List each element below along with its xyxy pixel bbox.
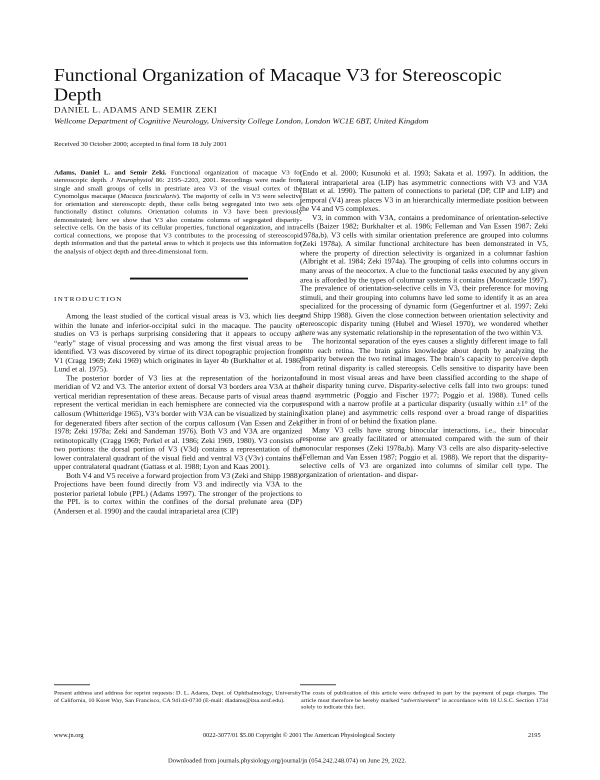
- footnote-rule-right: [300, 684, 336, 685]
- body-paragraph: Many V3 cells have strong binocular interactions, i.e., their binocular response are greatly facilitated or attenuated compared with the sum of their monocular responses (Zeki 1978a,b). Many V3 cells are also disparity-selective (Felleman and Van Essen 1987; Poggio et al. 1988). We report that the disparity-selective cells of V3 are organized into columns of similar cell type. The organization of orientation- and dispar-: [300, 426, 548, 479]
- body-paragraph: (Endo et al. 2000; Kusunoki et al. 1993; Sakata et al. 1997). In addition, the lateral intraparietal area (LIP) has asymmetric connections with V3 and V3A (Blatt et al. 1990). The pattern of connections to parietal (DP, CIP and LIP) and temporal (V4) areas places V3 in an hierarchically intermediate position between the V4 and V5 complexes.: [300, 168, 548, 213]
- footnote-address: Present address and address for reprint requests: D. L. Adams, Dept. of Ophthalmology, University of California, 10 Koret Way, San Francisco, CA 94143-0730 (E-mail: dladams@itsa.ucsf.edu).: [54, 690, 301, 704]
- abstract-text-2: 86: 2195–2203, 2001. Recordings were made from single and small groups of cells in prestriate area V3 of the visual cortex of the Cynomolgus macaque (: [54, 177, 302, 200]
- footnote-publication-costs: [301, 691, 548, 712]
- abstract: [54, 170, 302, 256]
- abstract-divider: [130, 278, 248, 280]
- left-column-body: [54, 312, 302, 516]
- page-number: 2195: [528, 732, 541, 740]
- abstract-text-3: ). The majority of cells in V3 were selective for orientation and stereoscopic depth, these cells being segregated into two sets of functionally distinct columns. Orientation columns in V3 have been previously demonstrated; here we show that V3 also contains columns of segregated disparity-selective cells. On the basis of its cellular properties, functional organization, and intra-cortical connections, we propose that V3 contributes to the processing of stereoscopic depth information and that the parietal areas to which it projects use this information for the analysis of object depth and three-dimensional form.: [54, 193, 302, 255]
- body-paragraph: The horizontal separation of the eyes causes a slightly different image to fall onto each retina. The brain gains knowledge about depth by analyzing the disparity between the two retinal images. The brain’s capacity to perceive depth from retinal disparity is called stereopsis. Cells sensitive to disparity have been found in most visual areas and have been classified according to the shape of their disparity tuning curve. Disparity-selective cells fall into two groups: tuned and asymmetric (Poggio and Fischer 1977; Poggio et al. 1988). Tuned cells respond with a narrow profile at a particular disparity (usually within ±1° of the fixation plane) and asymmetric cells respond over a broad range of disparities either in front of or behind the fixation plane.: [300, 337, 548, 426]
- author-list: DANIEL L. ADAMS AND SEMIR ZEKI: [54, 104, 218, 115]
- footnote-advertisement: advertisement: [403, 697, 438, 704]
- abstract-journal: J Neurophysiol: [110, 177, 153, 185]
- abstract-text-1: Functional organization of macaque V3 for stereoscopic depth.: [54, 169, 302, 185]
- right-column-body: [300, 169, 548, 479]
- section-heading-introduction: INTRODUCTION: [54, 295, 123, 303]
- body-paragraph: Both V4 and V5 receive a forward projection from V3 (Zeki and Shipp 1988). Projections have been found directly from V3 and indirectly via V3A to the posterior parietal lobule (PPL) (Adams 1997). The stronger of the projections to the PPL is to cortex within the confines of the dorsal prelunate area (DP) (Andersen et al. 1990) and the caudal intraparietal area (CIP): [54, 471, 302, 516]
- author-affiliation: Wellcome Department of Cognitive Neurology, University College London, London WC1E 6BT, United Kingdom: [54, 116, 429, 126]
- body-paragraph: V3, in common with V3A, contains a predominance of orientation-selective cells (Baizer 1982; Burkhalter et al. 1986; Felleman and Van Essen 1987; Zeki 1978a,b). V3 cells with similar orientation preference are grouped into columns (Zeki 1978a). A similar functional architecture has been demonstrated in V5, where the property of direction selectivity is organized in a columnar fashion (Albright et al. 1984; Zeki 1974a). The grouping of cells into columns occurs in many areas of the neocortex. A clue to the functional tasks executed by any given area is afforded by the types of columnar systems it contains (Mountcastle 1997). The prevalence of orientation-selective cells in V3, their preference for moving stimuli, and their grouping into columns have led some to identify it as an area specialized for the processing of dynamic form (Gegenfurtner et al. 1997; Zeki and Shipp 1988). Given the close connection between orientation selectivity and stereoscopic disparity tuning (Hubel and Wiesel 1970), we wondered whether there was any systematic relationship in the representation of the two within V3.: [300, 213, 548, 337]
- body-paragraph: The posterior border of V3 lies at the representation of the horizontal meridian of V2 and V3. The anterior extent of dorsal V3 borders area V3A at the vertical meridian representation of these areas. Because parts of visual areas that represent the vertical meridian in each hemisphere are connected via the corpus callosum (Whitteridge 1965), V3’s border with V3A can be visualized by staining for degenerated fibers after section of the corpus callosum (Van Essen and Zeki 1978; Zeki 1978a; Zeki and Sandeman 1976). Both V3 and V3A are organized retinotopically (Cragg 1969; Perkel et al. 1986; Zeki 1969, 1980). V3 consists of two portions: the dorsal portion of V3 (V3d) contains a representation of the lower contralateral quadrant of the visual field and ventral V3 (V3v) contains the upper contralateral quadrant (Gattass et al. 1988; Lyon and Kaas 2001).: [54, 374, 302, 472]
- footnote-text-b: ” in accordance with 18 U.S.C. Section 1734 solely to indicate this fact.: [301, 697, 548, 711]
- abstract-species: Macaca fascicularis: [120, 193, 177, 200]
- copyright-line: 0022-3077/01 $5.00 Copyright © 2001 The American Physiological Society: [203, 732, 396, 740]
- download-note: Downloaded from journals.physiology.org/journal/jn (054.242.248.074) on June 29, 2022.: [168, 757, 407, 765]
- body-paragraph: Among the least studied of the cortical visual areas is V3, which lies deep within the lunate and inferior-occipital sulci in the macaque. The paucity of studies on V3 is perhaps surprising considering that it appears to occupy an “early” stage of visual processing and was among the first visual areas to be identified. V3 was discovered by virtue of its direct topographic projection from V1 (Cragg 1969; Zeki 1969) which originates in layer 4b (Burkhalter et al. 1986; Lund et al. 1975).: [54, 311, 302, 374]
- journal-url: www.jn.org: [54, 732, 84, 740]
- received-dates: Received 30 October 2000; accepted in final form 18 July 2001: [54, 141, 227, 148]
- article-title: Functional Organization of Macaque V3 for Stereoscopic Depth: [54, 65, 502, 106]
- footnote-text-a: The costs of publication of this article were defrayed in part by the payment of page charges. The article must therefore be hereby marked “: [301, 690, 548, 704]
- abstract-lead: Adams, Daniel L. and Semir Zeki.: [54, 169, 167, 177]
- footnote-rule-left: [54, 684, 90, 685]
